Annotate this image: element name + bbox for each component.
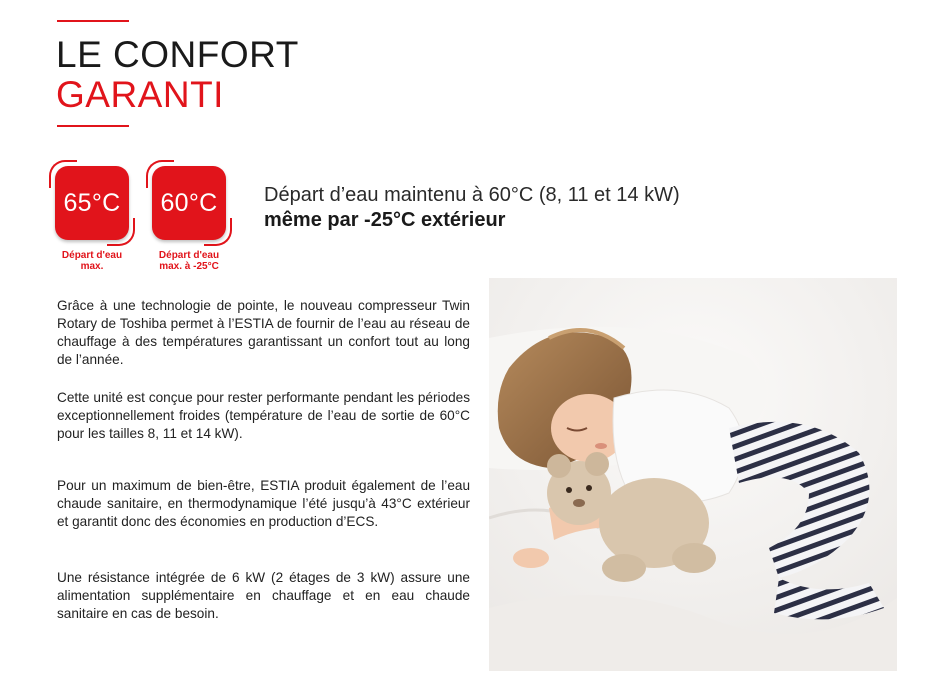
badge-caption	[144, 250, 234, 272]
body-paragraph: Une résistance intégrée de 6 kW (2 étages de 3 kW) assure une alimentation supplémentaire en chauffage et en eau chaude sanitaire en cas de besoin.	[57, 570, 470, 621]
badge-caption-line2: max.	[80, 261, 104, 272]
photo-illustration	[489, 278, 897, 671]
badge-caption-line1: Départ d'eau	[158, 250, 220, 261]
bottom-accent-rule	[57, 125, 129, 127]
temperature-badge-65	[55, 166, 129, 240]
top-accent-rule	[57, 20, 129, 22]
badge-value: 60°C	[160, 188, 218, 217]
page-title-line2: GARANTI	[56, 74, 224, 115]
badge-caption-line1: Départ d'eau	[61, 250, 123, 261]
badge-box	[55, 166, 129, 240]
badge-caption-line2: max. à -25°C	[159, 261, 219, 272]
badge-box	[152, 166, 226, 240]
badge-caption	[47, 250, 137, 272]
body-paragraph: Pour un maximum de bien-être, ESTIA produit également de l’eau chaude sanitaire, en thermodynamique l’été jusqu’à 43°C extérieur et garantit donc des économies en production d’ECS.	[57, 478, 470, 529]
temperature-badge-60	[152, 166, 226, 240]
page-title-line1: LE CONFORT	[56, 34, 299, 75]
lead-text-line1: Départ d’eau maintenu à 60°C (8, 11 et 14 kW)	[264, 184, 680, 206]
badge-value: 65°C	[63, 188, 121, 217]
body-paragraph: Grâce à une technologie de pointe, le nouveau compresseur Twin Rotary de Toshiba permet à l’ESTIA de fournir de l’eau au réseau de chauffage à des températures garantissant un confort tout au long de l’année.	[57, 298, 470, 367]
lead-text-line2: même par -25°C extérieur	[264, 209, 506, 231]
sleeping-child-photo	[489, 278, 897, 671]
body-paragraph: Cette unité est conçue pour rester performante pendant les périodes exceptionnellement froides (température de l’eau de sortie de 60°C pour les tailles 8, 11 et 14 kW).	[57, 390, 470, 441]
